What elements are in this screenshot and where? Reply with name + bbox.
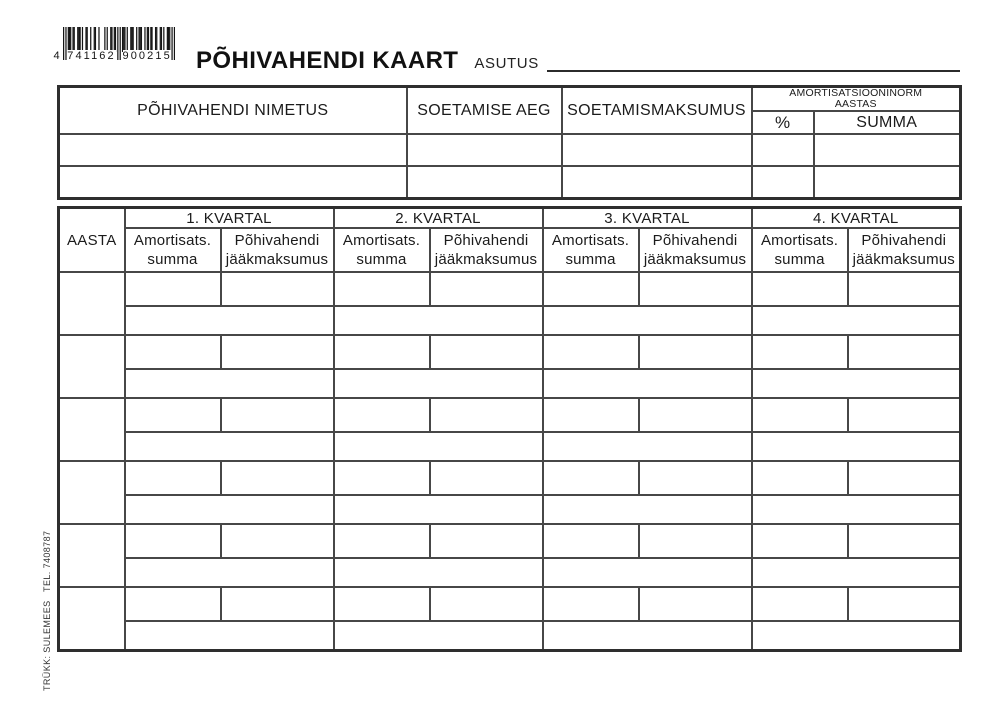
cell-quarter-merged	[752, 432, 961, 461]
cell-jaakmaksumus	[848, 398, 961, 432]
col-header-amortisatsiooninorm	[752, 87, 961, 112]
ean13-barcode	[53, 27, 175, 62]
main-table	[57, 206, 962, 652]
cell-aasta	[59, 461, 125, 524]
cell-jaakmaksumus	[221, 272, 334, 306]
info-row	[59, 134, 961, 166]
cell-jaakmaksumus	[639, 461, 752, 495]
cell-quarter-merged	[125, 306, 334, 335]
cell-amortisats-summa	[752, 461, 848, 495]
cell-aasta	[59, 524, 125, 587]
subcol-line: jääkmaksumus	[225, 251, 329, 268]
cell-quarter-merged	[334, 621, 543, 651]
subcol-line: Amortisats.	[551, 232, 630, 249]
info-cell-percent	[752, 134, 814, 166]
cell-jaakmaksumus	[430, 587, 543, 621]
subcol-line: Põhivahendi	[234, 232, 320, 249]
cell-amortisats-summa	[543, 587, 639, 621]
cell-jaakmaksumus	[430, 461, 543, 495]
cell-jaakmaksumus	[639, 272, 752, 306]
asutus-fill-line	[547, 69, 960, 72]
cell-amortisats-summa	[752, 272, 848, 306]
subcol-line: Amortisats.	[760, 232, 839, 249]
cell-amortisats-summa	[752, 335, 848, 369]
cell-jaakmaksumus	[848, 587, 961, 621]
year-row-upper	[59, 461, 961, 495]
cell-aasta	[59, 587, 125, 651]
asutus-label: ASUTUS	[474, 55, 539, 72]
cell-jaakmaksumus	[639, 524, 752, 558]
cell-quarter-merged	[752, 369, 961, 398]
col-header-amortisats-summa	[752, 228, 848, 272]
cell-jaakmaksumus	[430, 398, 543, 432]
cell-jaakmaksumus	[639, 335, 752, 369]
year-row-upper	[59, 587, 961, 621]
year-row-lower	[59, 495, 961, 524]
cell-quarter-merged	[334, 369, 543, 398]
cell-amortisats-summa	[125, 587, 221, 621]
cell-jaakmaksumus	[639, 587, 752, 621]
cell-quarter-merged	[543, 432, 752, 461]
cell-jaakmaksumus	[221, 335, 334, 369]
info-cell-percent	[752, 166, 814, 199]
col-header-percent: %	[752, 111, 814, 134]
subcol-line: Amortisats.	[133, 232, 212, 249]
cell-aasta	[59, 272, 125, 335]
cell-amortisats-summa	[334, 335, 430, 369]
cell-jaakmaksumus	[221, 587, 334, 621]
col-header-kvartal-2: 2. KVARTAL	[334, 208, 543, 229]
subcol-line: jääkmaksumus	[852, 251, 956, 268]
cell-jaakmaksumus	[848, 335, 961, 369]
subcol-line: summa	[147, 251, 198, 268]
cell-quarter-merged	[752, 558, 961, 587]
year-row-upper	[59, 272, 961, 306]
col-header-amortisats-summa	[543, 228, 639, 272]
col-header-amortisats-summa	[125, 228, 221, 272]
barcode-digit-first: 4	[53, 50, 60, 62]
cell-amortisats-summa	[334, 524, 430, 558]
cell-amortisats-summa	[334, 461, 430, 495]
cell-amortisats-summa	[543, 524, 639, 558]
main-table-body	[59, 272, 961, 651]
subcol-line: Põhivahendi	[861, 232, 947, 249]
cell-amortisats-summa	[543, 398, 639, 432]
cell-quarter-merged	[125, 558, 334, 587]
cell-jaakmaksumus	[430, 272, 543, 306]
cell-quarter-merged	[543, 621, 752, 651]
cell-amortisats-summa	[752, 524, 848, 558]
cell-amortisats-summa	[334, 398, 430, 432]
cell-quarter-merged	[334, 558, 543, 587]
subcol-line: summa	[565, 251, 616, 268]
subcol-line: Põhivahendi	[652, 232, 738, 249]
year-row-lower	[59, 306, 961, 335]
cell-jaakmaksumus	[639, 398, 752, 432]
cell-amortisats-summa	[334, 587, 430, 621]
cell-amortisats-summa	[125, 461, 221, 495]
col-header-soetamise-aeg: SOETAMISE AEG	[407, 87, 562, 135]
cell-amortisats-summa	[543, 335, 639, 369]
cell-jaakmaksumus	[430, 524, 543, 558]
cell-amortisats-summa	[334, 272, 430, 306]
col-header-summa: SUMMA	[814, 111, 961, 134]
col-header-kvartal-4: 4. KVARTAL	[752, 208, 961, 229]
cell-aasta	[59, 398, 125, 461]
cell-jaakmaksumus	[221, 398, 334, 432]
cell-amortisats-summa	[125, 524, 221, 558]
cell-quarter-merged	[752, 306, 961, 335]
cell-amortisats-summa	[543, 461, 639, 495]
cell-amortisats-summa	[543, 272, 639, 306]
col-header-kvartal-1: 1. KVARTAL	[125, 208, 334, 229]
cell-jaakmaksumus	[848, 524, 961, 558]
col-header-jaakmaksumus	[221, 228, 334, 272]
cell-jaakmaksumus	[848, 461, 961, 495]
year-row-upper	[59, 335, 961, 369]
info-table	[57, 85, 962, 200]
amort-header-line2: AASTAS	[834, 98, 877, 110]
subcol-line: summa	[774, 251, 825, 268]
cell-quarter-merged	[752, 621, 961, 651]
year-row-lower	[59, 621, 961, 651]
subcol-line: jääkmaksumus	[643, 251, 747, 268]
header-row	[196, 47, 960, 75]
cell-jaakmaksumus	[848, 272, 961, 306]
cell-jaakmaksumus	[430, 335, 543, 369]
cell-amortisats-summa	[125, 335, 221, 369]
cell-amortisats-summa	[752, 587, 848, 621]
cell-amortisats-summa	[125, 398, 221, 432]
col-header-amortisats-summa	[334, 228, 430, 272]
info-cell-soetamismaksumus	[562, 166, 752, 199]
info-cell-soetamise-aeg	[407, 166, 562, 199]
subcol-line: jääkmaksumus	[434, 251, 538, 268]
col-header-nimetus: PÕHIVAHENDI NIMETUS	[59, 87, 407, 135]
cell-quarter-merged	[334, 495, 543, 524]
cell-quarter-merged	[125, 369, 334, 398]
subcol-line: Amortisats.	[342, 232, 421, 249]
barcode-digits-right: 900215	[122, 50, 172, 62]
col-header-jaakmaksumus	[430, 228, 543, 272]
cell-jaakmaksumus	[221, 461, 334, 495]
cell-quarter-merged	[752, 495, 961, 524]
col-header-kvartal-3: 3. KVARTAL	[543, 208, 752, 229]
subcol-line: Põhivahendi	[443, 232, 529, 249]
col-header-jaakmaksumus	[639, 228, 752, 272]
page-title: PÕHIVAHENDI KAART	[196, 47, 459, 74]
cell-amortisats-summa	[125, 272, 221, 306]
year-row-upper	[59, 524, 961, 558]
year-row-lower	[59, 369, 961, 398]
col-header-aasta: AASTA	[59, 208, 125, 273]
cell-quarter-merged	[125, 621, 334, 651]
year-row-upper	[59, 398, 961, 432]
cell-quarter-merged	[543, 495, 752, 524]
info-row	[59, 166, 961, 199]
cell-quarter-merged	[543, 369, 752, 398]
printer-note: TRÜKK: SULEMEES TEL. 7408787	[42, 530, 52, 691]
info-cell-nimetus	[59, 166, 407, 199]
cell-quarter-merged	[125, 432, 334, 461]
cell-jaakmaksumus	[221, 524, 334, 558]
cell-quarter-merged	[125, 495, 334, 524]
cell-quarter-merged	[334, 432, 543, 461]
cell-quarter-merged	[543, 306, 752, 335]
cell-quarter-merged	[543, 558, 752, 587]
cell-amortisats-summa	[752, 398, 848, 432]
amort-header-line1: AMORTISATSIOONINORM	[789, 87, 923, 99]
info-cell-soetamismaksumus	[562, 134, 752, 166]
info-cell-nimetus	[59, 134, 407, 166]
year-row-lower	[59, 432, 961, 461]
barcode-digits-left: 741162	[67, 50, 116, 62]
year-row-lower	[59, 558, 961, 587]
col-header-jaakmaksumus	[848, 228, 961, 272]
cell-quarter-merged	[334, 306, 543, 335]
subcol-line: summa	[356, 251, 407, 268]
col-header-soetamismaksumus: SOETAMISMAKSUMUS	[562, 87, 752, 135]
info-cell-summa	[814, 134, 961, 166]
info-cell-summa	[814, 166, 961, 199]
info-cell-soetamise-aeg	[407, 134, 562, 166]
cell-aasta	[59, 335, 125, 398]
